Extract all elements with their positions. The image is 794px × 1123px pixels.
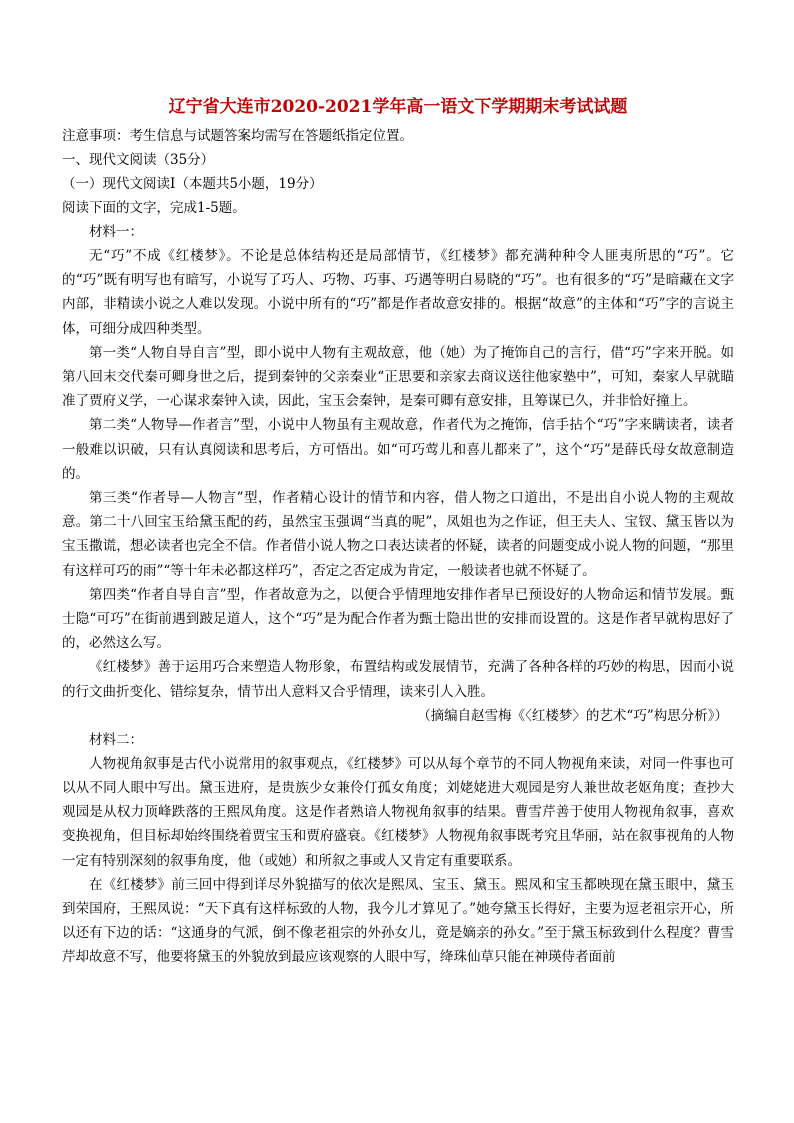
material-label: 材料一： <box>89 224 143 240</box>
paragraph: 人物视角叙事是古代小说常用的叙事观点，《红楼梦》可以从每个章节的不同人物视角来读，对同一件事也可以从不同人眼中写出。黛玉进府，是贵族少女兼伶仃孤女角度；刘姥姥进大观园是穷人兼世故老妪角度；查抄大观园是从权力顶峰跌落的王熙凤角度。这是作者熟谙人物视角叙事的结果。曹雪芹善于使用人物视角叙事，喜欢变换视角，但目标却始终围绕着贾宝玉和贾府盛衰。《红楼梦》人物视角叙事既考究且华丽，站在叙事视角的人物一定有特别深刻的叙事角度，他（或她）和所叙之事或人又肯定有重要联系。 <box>62 755 734 869</box>
paragraph: 第二类“人物导—作者言”型，小说中人物虽有主观故意，作者代为之掩饰，信手拈个“巧”字来瞒读者，读者一般难以识破，只有认真阅读和思考后，方可悟出。如“可巧莺儿和喜儿都来了”，这个“巧”是薛氏母女故意制造的。 <box>62 417 734 482</box>
section-heading: 一、现代文阅读（35分） <box>62 152 215 168</box>
paragraph: 在《红楼梦》前三回中得到详尽外貌描写的依次是熙凤、宝玉、黛玉。熙凤和宝玉都映现在黛玉眼中，黛玉到荣国府，王熙凤说：“天下真有这样标致的人物，我今儿才算见了。”她夸黛玉长得好，主要为逗老祖宗开心，所以还有下边的话：“这通身的气派，倒不像老祖宗的外孙女儿，竟是嫡亲的孙女。”至于黛玉标致到什么程度？曹雪芹却故意不写，他要将黛玉的外貌放到最应该观察的人眼中写，绛珠仙草只能在神瑛侍者面前 <box>62 876 734 966</box>
paragraph: 第三类“作者导—人物言”型，作者精心设计的情节和内容，借人物之口道出，不是出自小说人物的主观故意。第二十八回宝玉给黛玉配的药，虽然宝玉强调“当真的呢”，凤姐也为之作证，但王夫人、宝钗、黛玉皆以为宝玉撒谎，想必读者也完全不信。作者借小说人物之口表达读者的怀疑，读者的问题变成小说人物的问题，“那里有这样可巧的雨”“等十年未必都这样巧”，否定之否定成为肯定，一般读者也就不怀疑了。 <box>62 490 734 579</box>
instruction: 阅读下面的文字，完成1-5题。 <box>62 200 246 216</box>
paragraph: 无“巧”不成《红楼梦》。不论是总体结构还是局部情节，《红楼梦》都充满种种令人匪夷所思的“巧”。它的“巧”既有明写也有暗写，小说写了巧人、巧物、巧事、巧遇等明白易晓的“巧”。也有很多的“巧”是暗藏在文字内部，非精读小说之人难以发现。小说中所有的“巧”都是作者故意安排的。根据“故意”的主体和“巧”字的言说主体，可细分成四种类型。 <box>62 248 734 337</box>
paragraph: 第四类“作者自导自言”型，作者故意为之，以便合乎情理地安排作者早已预设好的人物命运和情节发展。甄士隐“可巧”在街前遇到跛足道人，这个“巧”是为配合作者为甄士隐出世的安排而设置的。这是作者早就构思好了的，必然这么写。 <box>62 586 734 652</box>
document-page <box>62 94 734 970</box>
paragraph: 第一类“人物自导自言”型，即小说中人物有主观故意，他（她）为了掩饰自己的言行，借“巧”字来开脱。如第八回末交代秦可卿身世之后，提到秦钟的父亲秦业“正思要和亲家去商议送往他家塾中”，可知，秦家人早就瞄准了贾府义学，一心谋求秦钟入读，因此，宝玉会秦钟，是秦可卿有意安排，且筹谋已久，并非恰好撞上。 <box>62 344 734 410</box>
material-label: 材料二： <box>89 731 143 748</box>
source-citation: （摘编自赵雪梅《〈红楼梦〉的艺术“巧”构思分析》） <box>417 707 728 724</box>
paragraph: 《红楼梦》善于运用巧合来塑造人物形象，布置结构或发展情节，充满了各种各样的巧妙的构思，因而小说的行文曲折变化、错综复杂，情节出人意料又合乎情理，读来引人入胜。 <box>62 659 734 700</box>
page-title: 辽宁省大连市2020-2021学年高一语文下学期期末考试试题 <box>168 97 628 117</box>
notice: 注意事项：考生信息与试题答案均需写在答题纸指定位置。 <box>62 128 413 144</box>
subsection-heading: （一）现代文阅读Ⅰ（本题共5小题，19分） <box>62 176 323 192</box>
